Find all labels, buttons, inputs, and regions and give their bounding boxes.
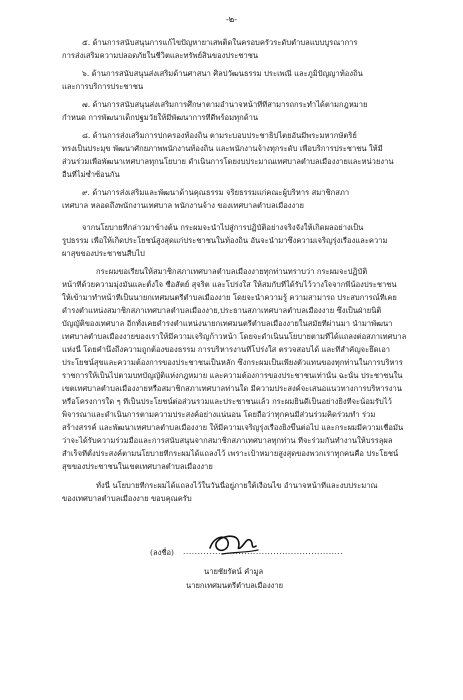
- policy-item-line: ทรงเป็นประมุข พัฒนาศักยภาพพนักงานท้องถิ่น และพนักงานจ้างทุกระดับ เพื่อบริการประชาชน ให้มี: [62, 144, 383, 153]
- signatory-position: นายกเทศมนตรีตำบลเมืองงาย: [186, 581, 284, 590]
- policy-item-line: อื่นที่ไม่ซ้ำซ้อนกัน: [62, 170, 120, 179]
- policy-item-line: กำหนด การพัฒนาเด็กปฐมวัยให้มีพัฒนาการที่ดีพร้อมทุกด้าน: [62, 113, 259, 122]
- policy-item-heading: ๕. ด้านการสนับสนุนการแก้ไขปัญหายาเสพติดในครอบครัวระดับตำบลแบบบูรณาการ: [82, 38, 358, 47]
- paragraph-line: เขตเทศบาลตำบลเมืองงายหรือสมาชิกสภาเทศบาลท่านใด มีความประสงค์จะเสนอแนวทางการบริหารงาน: [62, 384, 402, 393]
- paragraph-line: สำเร็จที่ตั้งประสงค์ตามนโยบายที่กระผมได้แถลงไว้ เพราะเป้าหมายสูงสุดของพวกเราทุกคนคือ ประโยชน์: [62, 449, 399, 458]
- signatory-name: นายชัยรัตน์ คำมูล: [204, 567, 264, 576]
- policy-item-heading: ๖. ด้านการสนับสนุนส่งเสริมด้านศาสนา ศิลปวัฒนธรรม ประเพณี และภูมิปัญญาท้องถิ่น: [82, 69, 363, 78]
- paragraph-line: ให้เข้ามาทำหน้าที่เป็นนายกเทศมนตรีตำบลเมืองงาย โดยจะนำความรู้ ความสามารถ ประสบการณ์ที่เคย: [62, 293, 397, 302]
- paragraph-line: สุขของประชาชนในเขตเทศบาลตำบลเมืองงาย: [62, 462, 213, 471]
- policy-item-line: การส่งเสริมความปลอดภัยในชีวิตและทรัพย์สินของประชาชน: [62, 51, 259, 60]
- paragraph-line: สร้างสรรค์ และพัฒนาเทศบาลตำบลเมืองงาย ให้มีความเจริญรุ่งเรืองยิ่งขึ้นต่อไป และกระผมมีความเชื่อมั่น: [62, 423, 404, 432]
- policy-item-heading: ๗. ด้านการสนับสนุนส่งเสริมการศึกษาตามอำนาจหน้าที่ที่สามารถกระทำได้ตามกฎหมาย: [82, 100, 368, 109]
- paragraph-line: กระผมขอเรียนให้สมาชิกสภาเทศบาลตำบลเมืองงายทุกท่านทราบว่า กระผมจะปฏิบัติ: [96, 267, 368, 276]
- paragraph-line: ว่าจะได้รับความร่วมมือและการสนับสนุนจากสมาชิกสภาเทศบาลทุกท่าน ที่จะร่วมกันทำงานให้บรรลุผล: [62, 436, 393, 445]
- policy-item-line: เทศบาล หลอดถึงพนักงานเทศบาล พนักงานจ้าง ของเทศบาลตำบลเมืองงาย: [62, 201, 304, 210]
- signature-line: .......................................................: [183, 547, 344, 556]
- paragraph-line: หน้าที่ด้วยความมุ่งมั่นและตั้งใจ ซื่อสัตย์ สุจริต และโปร่งใส ให้สมกับที่ได้รับไว้วางใจจากพี่น้องประชาชน: [62, 280, 397, 289]
- policy-item-line: และการบริการประชาชน: [62, 82, 144, 91]
- paragraph-line: รูปธรรม เพื่อให้เกิดประโยชน์สูงสุดแก่ประชาชนในท้องถิ่น อันจะนำมาซึ่งความเจริญรุ่งเรืองและความ: [62, 236, 388, 245]
- signature-prefix: (ลงชื่อ): [150, 548, 175, 557]
- paragraph-line: จากนโยบายที่กล่าวมาข้างต้น กระผมจะนำไปสู่การปฏิบัติอย่างจริงจังให้เกิดผลอย่างเป็น: [82, 223, 364, 232]
- page-number: -๒-: [225, 15, 238, 25]
- paragraph-line: บัญญัติของเทศบาล อีกทั้งเคยดำรงตำแหน่งนายกเทศมนตรีตำบลเมืองงายในสมัยที่ผ่านมา นำมาพัฒนา: [62, 319, 393, 328]
- paragraph-line: พิจารณาและดำเนินการตามความประสงค์อย่างแน่นอน โดยถือว่าทุกคนมีส่วนร่วมคิดร่วมทำ ร่วม: [62, 410, 376, 419]
- paragraph-line: ดำรงตำแหน่งสมาชิกสภาเทศบาลตำบลเมืองงาย,ประธานสภาเทศบาลตำบลเมืองงาย ซึ่งเป็นฝ่ายนิติ: [62, 306, 382, 315]
- handwritten-signature: [204, 528, 264, 562]
- paragraph-line: ราชการให้เป็นไปตามบทบัญญัติแห่งกฎหมาย และความต้องการของประชาชนเท่านั้น ฉะนั้น ประชาชนใน: [62, 371, 403, 380]
- paragraph-line: ผาสุขของประชาชนสืบไป: [62, 249, 145, 258]
- policy-item-heading: ๘. ด้านการส่งเสริมการปกครองท้องถิ่น ตามระบอบประชาธิปไตยอันมีพระมหากษัตริย์: [82, 131, 357, 140]
- closing-line: ของเทศบาลตำบลเมืองงาย ขอบคุณครับ: [62, 494, 192, 503]
- policy-item-heading: ๙. ด้านการส่งเสริมและพัฒนาด้านคุณธรรม จริยธรรมแก่คณะผู้บริหาร สมาชิกสภา: [82, 188, 350, 197]
- paragraph-line: เทศบาลตำบลเมืองงายของเราให้มีความเจริญก้าวหน้า โดยจะดำเนินนโยบายตามที่ได้แถลงต่อสภาเทศบาล: [62, 332, 407, 341]
- paragraph-line: หรือโครงการใด ๆ ที่เป็นประโยชน์ต่อส่วนรวมและประชาชนแล้ว กระผมยินดีเป็นอย่างยิ่งที่จะน้อมรับไว้: [62, 397, 392, 406]
- paragraph-line: แห่งนี้ โดยคำนึงถึงความถูกต้องของธรรม การบริหารงานที่โปร่งใส ตรวจสอบได้ และที่สำคัญจะยึดเอา: [62, 345, 391, 354]
- policy-item-line: ส่วนร่วมเพื่อพัฒนาเทศบาลทุกนโยบาย ดำเนินการโดยงบประมาณเทศบาลตำบลเมืองงายและหน่วยงาน: [62, 157, 394, 166]
- closing-line: ทั้งนี้ นโยบายที่กระผมได้แถลงไว้ในวันนี้อยู่ภายใต้เงื่อนไข อำนาจหน้าที่และงบประมาณ: [96, 481, 378, 490]
- paragraph-line: ประโยชน์สุขและความต้องการของประชาชนเป็นหลัก ซึ่งกระผมเป็นเพียงตัวแทนของทุกท่านในการบริหาร: [62, 358, 403, 367]
